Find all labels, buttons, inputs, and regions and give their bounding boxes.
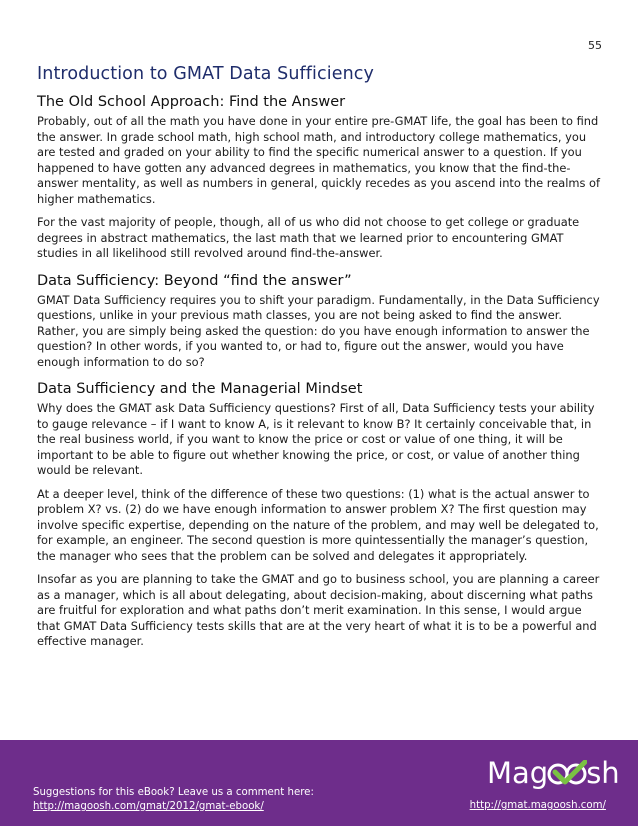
ebook-link[interactable]: http://magoosh.com/gmat/2012/gmat-ebook/ — [33, 801, 264, 812]
footer-bar — [0, 740, 638, 826]
paragraph: Why does the GMAT ask Data Sufficiency questions? First of all, Data Sufficiency tests your ability to gauge relevance – if I want to know A, is it relevant to know B? It certainly conceivable that, in the real business world, if you want to know the price or cost or value of one thing, it will be important to be able to figure out whether knowing the price, or cost, or value of another thing would be relevant. — [37, 401, 595, 477]
footer-suggestion — [33, 786, 314, 814]
section-old-school — [37, 94, 603, 262]
logo-text-left: Mag — [487, 756, 549, 790]
section-beyond-find-answer — [37, 273, 603, 371]
section-managerial-mindset — [37, 381, 603, 650]
logo-text-right: sh — [586, 756, 620, 790]
paragraph: At a deeper level, think of the difference of these two questions: (1) what is the actual answer to problem X? vs. (2) do we have enough information to answer problem X? The first question may involve specific expertise, depending on the nature of the problem, and may well be delegated to, for example, an engineer. The second question is more quintessentially the manager’s question, the manager who sees that the problem can be solved and delegates it appropriately. — [37, 486, 599, 563]
section-heading: The Old School Approach: Find the Answer — [37, 94, 346, 110]
suggestion-text: Suggestions for this eBook? Leave us a comment here: — [33, 787, 314, 798]
section-heading: Data Sufficiency: Beyond “find the answer” — [37, 272, 352, 289]
section-heading: Data Sufficiency and the Managerial Mindset — [37, 381, 363, 397]
paragraph: For the vast majority of people, though, all of us who did not choose to get college or graduate degrees in abstract mathematics, the last math that we learned prior to encountering GMAT studies in all likelihood still revolved around find-the-answer. — [37, 215, 580, 260]
paragraph: Insofar as you are planning to take the GMAT and go to business school, you are planning a career as a manager, which is all about delegating, about decision-making, about discerning what paths are fruitful for exploration and what paths don’t merit examination. In this sense, I would argue that GMAT Data Sufficiency tests skills that are at the very heart of what it is to be a powerful and effective manager. — [37, 572, 600, 648]
site-link[interactable]: http://gmat.magoosh.com/ — [469, 800, 606, 811]
paragraph: GMAT Data Sufficiency requires you to shift your paradigm. Fundamentally, in the Data Sufficiency questions, unlike in your previous math classes, you are not being asked to find the answer. Rather, you are simply being asked the question: do you have enough information to answer the question? In other words, if you wanted to, or had to, figure out the answer, would you have enough information to do so? — [37, 292, 600, 369]
paragraph: Probably, out of all the math you have done in your entire pre-GMAT life, the goal has been to find the answer. In grade school math, high school math, and introductory college mathematics, you are tested and graded on your ability to find the specific numerical answer to a question. If you happened to have gotten any advanced degrees in mathematics, you know that the find-the-answer mentality, as well as numbers in general, quickly recedes as you ascend into the realms of higher mathematics. — [37, 114, 601, 206]
checkmark-icon — [547, 760, 587, 786]
page-title: Introduction to GMAT Data Sufficiency — [37, 64, 374, 84]
page-number: 55 — [588, 39, 602, 52]
page-content — [37, 64, 603, 658]
magoosh-logo — [487, 756, 620, 790]
